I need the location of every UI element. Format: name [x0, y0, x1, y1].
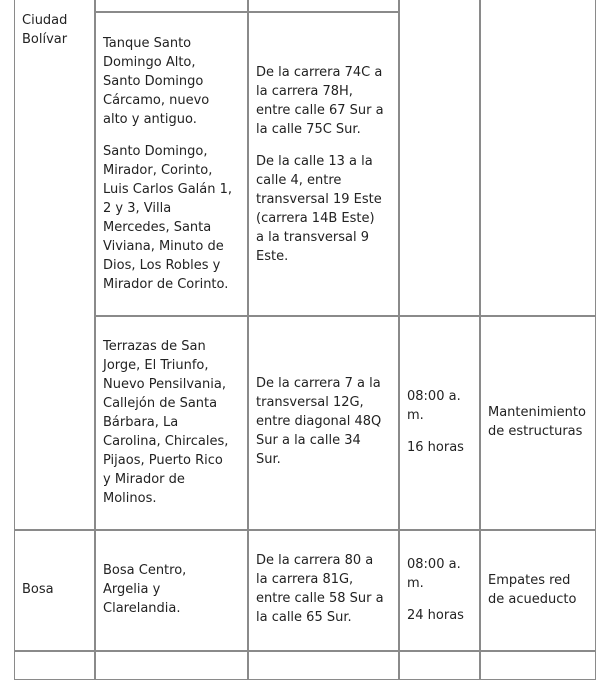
text-line: la calle 65 Sur. — [256, 610, 352, 625]
text-line: Terrazas de San — [103, 339, 206, 354]
duracion: 16 horas — [407, 440, 464, 455]
text-line: Mercedes, Santa — [103, 220, 212, 235]
cell-empty — [480, 0, 596, 316]
text-line: m. — [407, 408, 424, 423]
text-line: Molinos. — [103, 491, 157, 506]
cell-trabajo-row3 — [480, 530, 596, 652]
text-line: Sur. — [256, 452, 281, 467]
text-line: (carrera 14B Este) — [256, 211, 375, 226]
sectores-paragraph — [256, 374, 391, 469]
text-line: Mirador, Corinto, — [103, 163, 213, 178]
text-line: Dios, Los Robles y — [103, 258, 221, 273]
text-line: entre calle 67 Sur a — [256, 103, 384, 118]
text-line: de acueducto — [488, 592, 577, 607]
text-line: De la carrera 80 a — [256, 553, 374, 568]
text-line: 08:00 a. — [407, 389, 461, 404]
trabajo-paragraph — [488, 571, 588, 609]
barrios-paragraph — [103, 561, 240, 618]
hora-paragraph — [407, 387, 472, 425]
text-line: alto y antiguo. — [103, 112, 197, 127]
cell-localidad-bosa — [14, 530, 95, 652]
text-line: De la carrera 7 a la — [256, 376, 381, 391]
text-line: Tanque Santo — [103, 36, 192, 51]
cell-empty — [399, 0, 480, 316]
text-line: entre calle 58 Sur a — [256, 591, 384, 606]
text-line: 2 y 3, Villa — [103, 201, 172, 216]
cell-hora-row3 — [399, 530, 480, 652]
text-line: Viviana, Minuto de — [103, 239, 224, 254]
text-line: la calle 75C Sur. — [256, 122, 361, 137]
text-line: Santo Domingo — [103, 74, 204, 89]
text-line: De la calle 13 a la — [256, 154, 373, 169]
localidad-line: Bosa — [22, 582, 54, 597]
text-line: y Mirador de — [103, 472, 185, 487]
cell-empty — [248, 650, 399, 680]
sectores-paragraph — [256, 63, 391, 139]
text-line: Sur a la calle 34 — [256, 433, 361, 448]
text-line: transversal 19 Este — [256, 192, 382, 207]
text-line: Santo Domingo, — [103, 144, 208, 159]
cell-empty — [95, 650, 248, 680]
text-line: Bosa Centro, — [103, 563, 187, 578]
text-line: calle 4, entre — [256, 173, 342, 188]
text-line: entre diagonal 48Q — [256, 414, 382, 429]
cell-sectores-row2 — [248, 316, 399, 530]
localidad-line: Bolívar — [22, 32, 68, 47]
text-line: Nuevo Pensilvania, — [103, 377, 226, 392]
sectores-paragraph — [256, 551, 391, 627]
sectores-paragraph — [256, 152, 391, 266]
barrios-paragraph — [103, 337, 240, 508]
text-line: Bárbara, La — [103, 415, 179, 430]
text-line: Cárcamo, nuevo — [103, 93, 210, 108]
text-line: a la transversal 9 — [256, 230, 370, 245]
text-line: m. — [407, 576, 424, 591]
text-line: Este. — [256, 249, 289, 264]
text-line: Pijaos, Puerto Rico — [103, 453, 223, 468]
text-line: Callejón de Santa — [103, 396, 218, 411]
cell-empty — [399, 650, 480, 680]
barrios-paragraph — [103, 34, 240, 129]
text-line: Empates red — [488, 573, 571, 588]
text-line: Carolina, Chircales, — [103, 434, 229, 449]
text-line: Domingo Alto, — [103, 55, 196, 70]
text-line: Mantenimiento — [488, 405, 586, 420]
cell-localidad-ciudad-bolivar — [14, 0, 95, 530]
text-line: De la carrera 74C a — [256, 65, 383, 80]
text-line: la carrera 81G, — [256, 572, 354, 587]
text-line: 08:00 a. — [407, 557, 461, 572]
hora-paragraph — [407, 555, 472, 593]
text-line: de estructuras — [488, 424, 583, 439]
cell-sectores-row3 — [248, 530, 399, 652]
text-line: la carrera 78H, — [256, 84, 353, 99]
localidad-line: Ciudad — [22, 13, 68, 28]
text-line: Clarelandia. — [103, 601, 181, 616]
cell-barrios-row2 — [95, 316, 248, 530]
cell-empty — [480, 650, 596, 680]
duracion: 24 horas — [407, 608, 464, 623]
barrios-paragraph — [103, 142, 240, 294]
cell-barrios-row1 — [95, 11, 248, 316]
text-line: Mirador de Corinto. — [103, 277, 229, 292]
text-line: Argelia y — [103, 582, 161, 597]
cell-hora-row2 — [399, 316, 480, 530]
trabajo-paragraph — [488, 403, 588, 441]
cell-trabajo-row2 — [480, 316, 596, 530]
text-line: transversal 12G, — [256, 395, 364, 410]
cell-barrios-row3 — [95, 530, 248, 652]
cell-empty — [14, 650, 95, 680]
text-line: Luis Carlos Galán 1, — [103, 182, 233, 197]
text-line: Jorge, El Triunfo, — [103, 358, 209, 373]
cell-sectores-row1 — [248, 11, 399, 316]
